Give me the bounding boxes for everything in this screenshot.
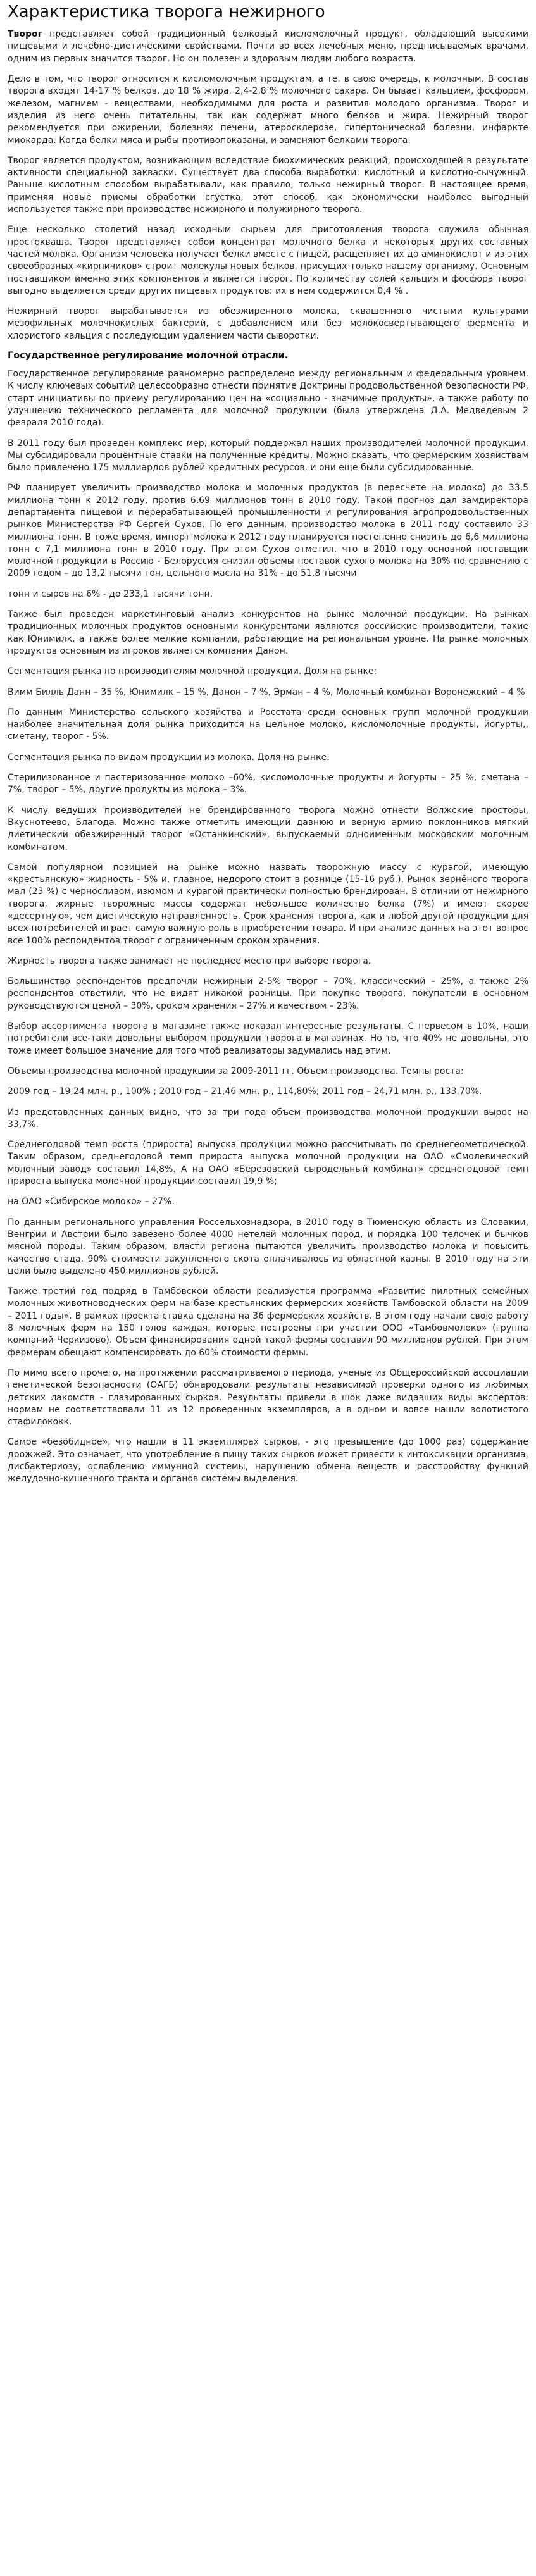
paragraph: РФ планирует увеличить производство молока и молочных продуктов (в пересчете на молоко) до 33,5 миллиона тонн к 2012 году, против 6,69 миллионов тонн в 2010 году. Такой прогноз дал замдиректора департамента пищевой и перерабатывающей промышленности и регулирования агропродовольственных рынков Министерства РФ Сергей Сухов. По его данным, производство молока в 2011 году составило 33 миллиона тонн. В тоже время, импорт молока к 2012 году планируется постепенно снизить до 6,6 миллиона тонн с 7,1 миллиона тонн в 2010 году. При этом Сухов отметил, что в 2010 году основной поставщик молочной продукции в Россию - Белоруссия снизил объемы поставок сухого молока на 30% по сравнению с 2009 годом – до 13,2 тысячи тон, цельного масла на 31% - до 51,8 тысячи bbox=[8, 483, 528, 579]
paragraph: на ОАО «Сибирское молоко» – 27%. bbox=[8, 1197, 175, 1207]
paragraph: Жирность творога также занимает не последнее место при выборе творога. bbox=[8, 955, 371, 966]
paragraph: Дело в том, что творог относится к кисломолочным продуктам, а те, в свою очередь, к молочным. В состав творога входят 14-17 % белков, до 18 % жира, 2,4-2,8 % молочного сахара. Он бывает кальцием, фосфором, железом, магнием - веществами, необходимыми для роста и развития молодого организма. Творог и изделия из него очень питательны, так как содержат много белков и жира. Нежирный творог рекомендуется при ожирении, болезнях печени, атеросклерозе, гипертонической болезни, инфаркте миокарда. Когда белки мяса и рыбы противопоказаны, и заменяют белками творога. bbox=[8, 74, 528, 146]
paragraph: Из представленных данных видно, что за три года объем производства молочной продукции вырос на 33,7%. bbox=[8, 1107, 528, 1129]
paragraph: Вимм Билль Данн – 35 %, Юнимилк – 15 %, Данон – 7 %, Эрман – 4 %, Молочный комбинат Воронежский – 4 % bbox=[8, 687, 525, 697]
paragraph: Творог является продуктом, возникающим вследствие биохимических реакций, происходящей в результате активности специальной закваски. Существует два способа выработки: кислотный и кислотно-сычужный. Раньше кислотным способом вырабатывали, как правило, только нежирный творог. В настоящее время, применяя новые приемы обработки сгустка, этот способ, как экономически наиболее выгодный используется также при производстве нежирного и полужирного творога. bbox=[8, 155, 528, 215]
paragraph: По данным регионального управления Россельхознадзора, в 2010 году в Тюменскую область из Словакии, Венгрии и Австрии было завезено более 4000 нетелей молочных пород, и порядка 100 телочек и бычков мясной породы. Таким образом, власти региона пытаются увеличить производство молока и повысить качество стада. 90% стоимости закупленного скота оплачивалось из областной казны. В 2010 году на эти цели было выделено 450 миллионов рублей. bbox=[8, 1217, 528, 1276]
paragraph bbox=[8, 28, 528, 65]
paragraph: Также был проведен маркетинговый анализ конкурентов на рынке молочной продукции. На рынках традиционных молочных продуктов основными конкурентами являются российские производители, такие как Юнимилк, а также более мелкие компании, работающие на региональном уровне. На рынке молочных продуктов основным из игроков является компания Данон. bbox=[8, 609, 528, 656]
paragraph: По данным Министерства сельского хозяйства и Росстата среди основных групп молочной продукции наиболее значительная доля рынка приходится на цельное молоко, кисломолочные продукты, йогурты,, сметану, творог - 5%. bbox=[8, 707, 528, 742]
paragraph-text: представляет собой традиционный белковый кисломолочный продукт, обладающий высокими пищевыми и лечебно-диетическими свойствами. Почти во всех лечебных меню, предписываемых врачами, одним из первых значится творог. Но он полезен и здоровым людям любого возраста. bbox=[8, 29, 528, 64]
paragraph: тонн и сыров на 6% - до 233,1 тысячи тонн. bbox=[8, 588, 213, 599]
paragraph: Сегментация рынка по видам продукции из молока. Доля на рынке: bbox=[8, 752, 330, 762]
section-heading: Государственное регулирование молочной отрасли. bbox=[8, 351, 289, 361]
paragraph: Самой популярной позицией на рынке можно назвать творожную массу с курагой, имеющую «крестьянскую» жирность - 5% и, главное, недорого стоит в рознице (15-16 руб.). Рынок зернёного творога мал (23 %) с черносливом, изюмом и курагой практически полностью брендирован. В отличии от нежирного творога, жирные творожные массы содержат небольшое количество белка (7%) и имеют скорее «десертную», чем диетическую направленность. Срок хранения творога, как и любой другой продукции для всех потребителей играет самую важную роль в приобретении товара. И при анализе данных на этот вопрос все 100% респондентов творог с ограниченным сроком хранения. bbox=[8, 862, 528, 946]
paragraph: Большинство респондентов предпочли нежирный 2-5% творог – 70%, классический – 25%, а также 2% респондентов ответили, что не видят никакой разницы. При покупке творога, покупатели в основном руководствуются ценой – 30%, сроком хранения – 27% и качеством – 23%. bbox=[8, 976, 528, 1011]
paragraph: В 2011 году был проведен комплекс мер, который поддержал наших производителей молочной продукции. Мы субсидировали процентные ставки на полученные кредиты. Можно сказать, что фермерским хозяйствам было привлечено 175 миллиардов рублей кредитных ресурсов, и они еще были субсидированные. bbox=[8, 438, 528, 473]
paragraph: Объемы производства молочной продукции за 2009-2011 гг. Объем производства. Темпы роста: bbox=[8, 1066, 464, 1076]
paragraph: Также третий год подряд в Тамбовской области реализуется программа «Развитие пилотных семейных молочных животноводческих ферм на базе крестьянских фермерских хозяйств Тамбовской области на 2009 – 2011 годы». В рамках проекта ставка сделана на 36 фермерских хозяйств. В этом году начали свою работу 8 молочных ферм на 150 голов каждая, которые построены при участии ООО «Тамбовмолоко» (группа компаний Черкизово). Объем финансирования одной такой фермы составил 90 миллионов рублей. При этом фермерам обещают компенсировать до 60% стоимости фермы. bbox=[8, 1286, 528, 1358]
paragraph: Еще несколько столетий назад исходным сырьем для приготовления творога служила обычная простокваша. Творог представляет собой концентрат молочного белка и некоторых других составных частей молока. Организм человека получает белки вместе с пищей, расщепляет их до аминокислот и из этих своеобразных «кирпичиков» строит молекулы новых белков, присущих только нашему организму. Основным поставщиком именно этих компонентов и является творог. По количеству солей кальция и фосфора творог выгодно выделяется среди других пищевых продуктов: их в нем содержится 0,4 % . bbox=[8, 225, 528, 296]
paragraph: Государственное регулирование равномерно распределено между региональным и федеральным уровнем. К числу ключевых событий целесообразно отнести принятие Доктрины продовольственной безопасности РФ, старт инициативы по приему регулированию цен на «социально - значимые продукты», а также работу по улучшению технического регламента для молочной продукции (была утверждена Д.А. Медведевым 2 февраля 2010 года). bbox=[8, 369, 528, 428]
paragraph: По мимо всего прочего, на протяжении рассматриваемого периода, ученые из Общероссийской ассоциации генетической безопасности (ОАГБ) обнародовали результаты независимой проверки одного из любимых детских лакомств - глазированных сырков. Результаты привели в шок даже видавших виды экспертов: нормам не соответствовали 11 из 12 проверенных экземпляров, а в одном и вовсе нашли золотистого стафилококк. bbox=[8, 1367, 528, 1428]
paragraph: Среднегодовой темп роста (прироста) выпуска продукции можно рассчитывать по среднегеометрической. Таким образом, среднегодовой темп прироста выпуска молочной продукции на ОАО «Смолевический молочный завод» составил 14,8%. А на ОАО «Березовский сыродельный комбинат» среднегодовой темп прироста выпуска молочной продукции составил 19,9 %; bbox=[8, 1140, 528, 1187]
page-title: Характеристика творога нежирного bbox=[8, 3, 325, 22]
paragraph: 2009 год – 19,24 млн. р., 100% ; 2010 год – 21,46 млн. р., 114,80%; 2011 год – 24,71 млн. р., 133,70%. bbox=[8, 1086, 482, 1097]
paragraph: Стерилизованное и пастеризованное молоко –60%, кисломолочные продукты и йогурты – 25 %, сметана – 7%, творог – 5%, другие продукты из молока – 3%. bbox=[8, 773, 528, 795]
paragraph: К числу ведущих производителей не брендированного творога можно отнести Волжские просторы, Вкуснотеево, Благода. Можно также отметить имеющий давнюю и верную армию поклонников мягкий диетический обезжиренный творог «Останкинский», выпускаемый одноименным московским молочным комбинатом. bbox=[8, 805, 528, 852]
paragraph: Самое «безобидное», что нашли в 11 экземплярах сырков, - это превышение (до 1000 раз) содержание дрожжей. Это означает, что употребление в пищу таких сырков может привести к интоксикации организма, дисбактериозу, ослаблению иммунной системы, нарушению обмена веществ и расстройству функций желудочно-кишечного тракта и органов системы выделения. bbox=[8, 1437, 528, 1484]
intro-term: Творог bbox=[8, 29, 42, 40]
paragraph: Нежирный творог вырабатывается из обезжиренного молока, сквашенного чистыми культурами мезофильных молочнокислых бактерий, с добавлением или без молокосвертывающего фермента и хлористого кальция с последующим удалением части сыворотки. bbox=[8, 306, 528, 341]
paragraph: Сегментация рынка по производителям молочной продукции. Доля на рынке: bbox=[8, 666, 377, 677]
paragraph: Выбор ассортимента творога в магазине также показал интересные результаты. С первесом в 10%, наши потребители все-таки довольны выбором продукции творога в магазинах. Но то, что 40% не довольны, это тоже имеет большое значение для того чтоб реализаторы задумались над этим. bbox=[8, 1021, 528, 1056]
